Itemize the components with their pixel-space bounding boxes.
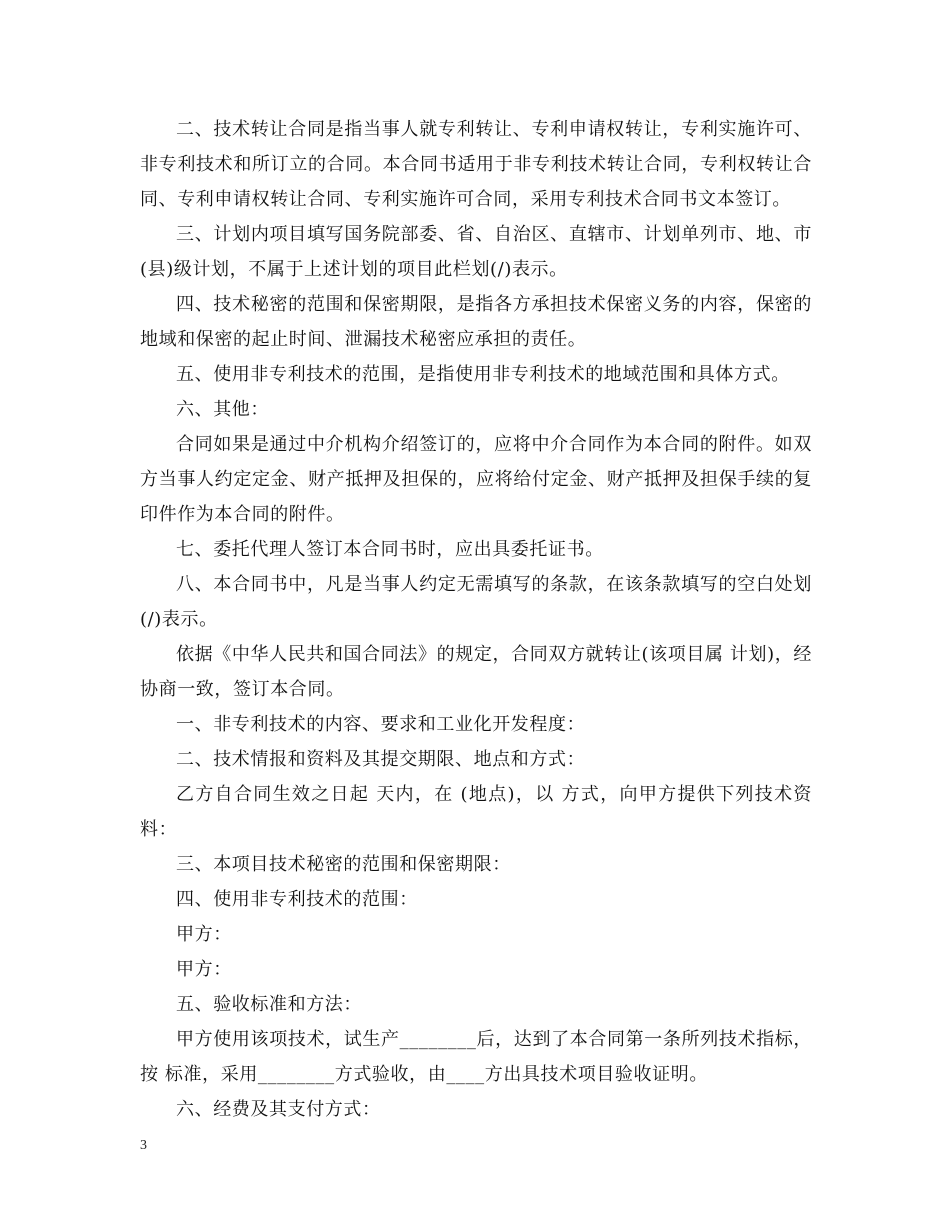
paragraph-1: 二、技术转让合同是指当事人就专利转让、专利申请权转让，专利实施许可、非专利技术和所订立的合同。本合同书适用于非专利技术转让合同，专利权转让合同、专利申请权转让合同、专利实施许可合同，采用专利技术合同书文本签订。 [140,119,812,210]
paragraph-12: 乙方自合同生效之日起 天内，在 (地点)，以 方式，向甲方提供下列技术资料： [140,784,812,840]
paragraph-6: 合同如果是通过中介机构介绍签订的，应将中介合同作为本合同的附件。如双方当事人约定定金、财产抵押及担保的，应将给付定金、财产抵押及担保手续的复印件作为本合同的附件。 [140,434,812,525]
paragraph-11: 二、技术情报和资料及其提交期限、地点和方式： [176,749,586,770]
paragraph-4: 五、使用非专利技术的范围，是指使用非专利技术的地域范围和具体方式。 [176,364,790,385]
paragraph-7: 七、委托代理人签订本合同书时，应出具委托证书。 [176,539,604,560]
paragraph-16: 甲方： [176,959,232,980]
document-body [140,112,812,1127]
paragraph-13: 三、本项目技术秘密的范围和保密期限： [176,854,511,875]
paragraph-5: 六、其他： [176,399,269,420]
paragraph-10: 一、非专利技术的内容、要求和工业化开发程度： [176,714,586,735]
paragraph-18: 甲方使用该项技术，试生产________后，达到了本合同第一条所列技术指标，按 标准，采用________方式验收，由____方出具技术项目验收证明。 [140,1029,812,1085]
paragraph-8: 八、本合同书中，凡是当事人约定无需填写的条款，在该条款填写的空白处划(/)表示。 [140,574,812,630]
page-number: 3 [140,1138,147,1153]
paragraph-17: 五、验收标准和方法： [176,994,362,1015]
paragraph-3: 四、技术秘密的范围和保密期限，是指各方承担技术保密义务的内容，保密的地域和保密的起止时间、泄漏技术秘密应承担的责任。 [140,294,812,350]
paragraph-15: 甲方： [176,924,232,945]
paragraph-2: 三、计划内项目填写国务院部委、省、自治区、直辖市、计划单列市、地、市(县)级计划，不属于上述计划的项目此栏划(/)表示。 [140,224,812,280]
paragraph-19: 六、经费及其支付方式： [176,1099,381,1120]
paragraph-14: 四、使用非专利技术的范围： [176,889,418,910]
paragraph-9: 依据《中华人民共和国合同法》的规定，合同双方就转让(该项目属 计划)，经协商一致，签订本合同。 [140,644,812,700]
